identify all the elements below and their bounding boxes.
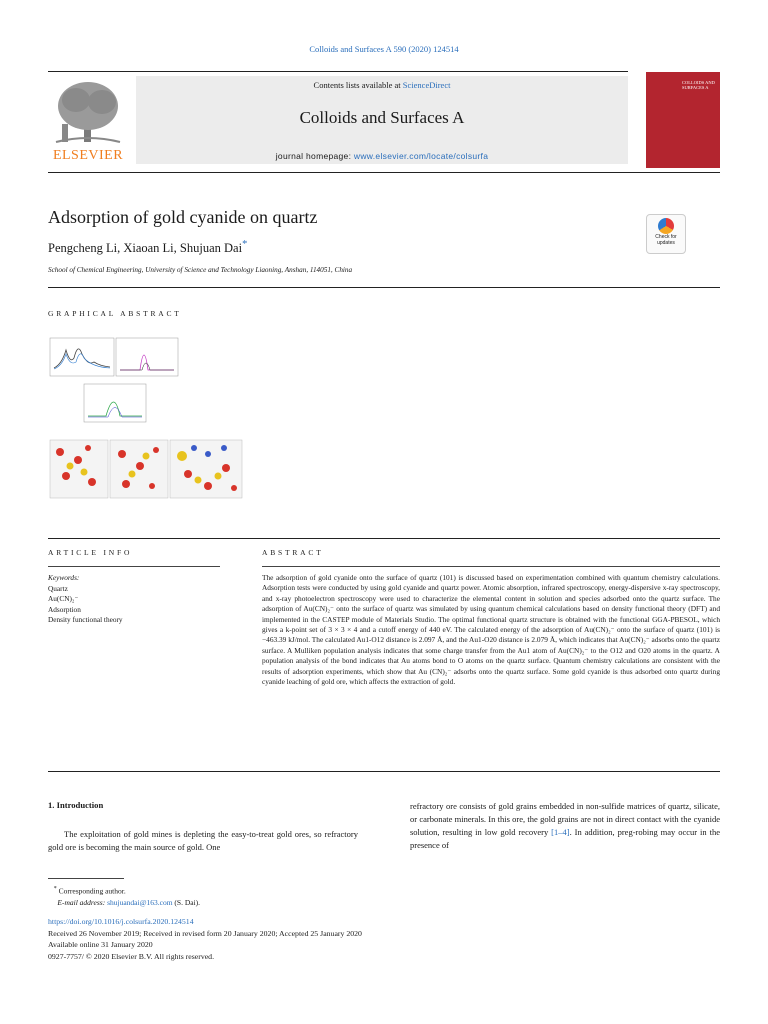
homepage-prefix: journal homepage: [275, 151, 354, 161]
abstract-heading: ABSTRACT [262, 548, 324, 557]
email-label: E-mail address: [57, 897, 108, 907]
keyword-item: Quartz [48, 583, 68, 593]
article-info-heading: ARTICLE INFO [48, 548, 133, 557]
email-line [48, 897, 200, 908]
title-rule [48, 287, 720, 288]
graphical-abstract-heading: GRAPHICAL ABSTRACT [48, 309, 182, 318]
abstract-text: The adsorption of gold cyanide onto the surface of quartz (101) is discussed based on experimentation combined with quantum chemistry calculations. Adsorption tests were conducted by using gold cyanide and quartz power. Atomic absorption, infrared spectroscopy, energy-dispersive x-ray spectroscopy, and x-ray photoelectron spectroscopy were used to characterize the elemental content in solution and species adsorbed onto the quartz surface. The adsorption of Au(CN)₂⁻ onto the surface of quartz was simulated by using quantum chemical calculations based on density functional theory (DFT) and implemented in the CASTEP module of Materials Studio. The optimal functional quartz structure is obtained with the functional GGA-PBESOL, which gives a k-point set of 3 × 3 × 4 and a cutoff energy of 440 eV. The calculated energy of the adsorption of Au(CN)₂⁻ onto the surface of quartz (101) is −463.39 kJ/mol. The calculated Au1-O12 distance is 2.097 Å, and the Au1-O20 distance is 2.079 Å, which indicates that Au(CN)₂⁻ adsorbs onto the quartz surface. A Mulliken population analysis indicates that some charge transfer from the Au1 atom of Au(CN)₂⁻ to the O12 and O20 atoms in the quartz. A population analysis of the bond indicates that Au atoms bond to O atoms on the quartz surface. Quantum chemistry calculations are consistent with the results of adsorption experiments, which show that Au (CN)₂⁻ adsorbs onto the quartz surface. Some gold cyanide is thus adsorbed onto quartz during cyanide leaching of gold ore, which affects the extraction of gold. [262, 573, 720, 687]
footnote-mark: * [53, 885, 57, 892]
keywords-label: Keywords: [48, 573, 80, 582]
journal-cover-thumbnail[interactable] [646, 72, 720, 168]
intro-left-column: The exploitation of gold mines is depleting the easy-to-treat gold ores, so refractory gold ore is becoming the main source of gold. One [48, 829, 358, 852]
article-title: Adsorption of gold cyanide on quartz [48, 207, 318, 227]
footnote-rule [48, 878, 124, 879]
affiliation: School of Chemical Engineering, University of Science and Technology Liaoning, Anshan, 114051, China [48, 266, 353, 274]
check-updates-line2: updates [657, 239, 675, 246]
email-link[interactable]: shujuandai@163.com [107, 897, 173, 907]
doi-link[interactable]: https://doi.org/10.1016/j.colsurfa.2020.124514 [48, 917, 194, 926]
introduction-heading: 1. Introduction [48, 800, 104, 810]
article-footer [48, 916, 362, 962]
keywords-block [48, 573, 123, 626]
email-suffix: (S. Dai). [172, 897, 201, 907]
copyright: 0927-7757/ © 2020 Elsevier B.V. All rights reserved. [48, 951, 215, 961]
sciencedirect-link[interactable]: ScienceDirect [402, 80, 451, 90]
author-list [48, 239, 247, 256]
contents-prefix: Contents lists available at [313, 80, 403, 90]
header-rule [48, 71, 628, 72]
corresponding-label: Corresponding author. [58, 886, 126, 896]
check-updates-line1: Check for [655, 234, 677, 240]
check-for-updates-badge[interactable] [646, 214, 686, 254]
keyword-item: Density functional theory [48, 615, 123, 624]
abstract-rule [262, 566, 720, 567]
abstract-end-rule [48, 771, 720, 772]
journal-name: Colloids and Surfaces A [299, 108, 465, 127]
keyword-item: Au(CN)₂⁻ [48, 594, 79, 603]
author-names: Pengcheng Li, Xiaoan Li, Shujuan Dai [48, 241, 243, 256]
elsevier-wordmark: ELSEVIER [52, 148, 124, 163]
footnote [48, 883, 200, 908]
cover-title: COLLOIDS AND SURFACES A [682, 80, 715, 90]
corresponding-author-note [48, 883, 200, 897]
reference-link[interactable]: [1–4] [551, 827, 570, 837]
intro-right-text: refractory ore consists of gold grains embedded in non-sulfide matrices of quartz, silicate, or carbonate minerals. In this ore, the gold grains are not in direct contact with the cyanide solution, resulting in low gold recovery [410, 801, 720, 837]
check-updates-icon [658, 218, 674, 234]
keyword-item: Adsorption [48, 604, 81, 614]
article-info-rule [48, 566, 220, 567]
section-rule [48, 538, 720, 539]
intro-right-column [410, 800, 720, 852]
journal-homepage [136, 151, 628, 161]
corresponding-author-mark[interactable]: * [242, 239, 248, 250]
received-dates: Received 26 November 2019; Received in revised form 20 January 2020; Accepted 25 January 2020 [48, 928, 362, 938]
check-updates-label [647, 235, 685, 246]
journal-reference[interactable] [0, 44, 768, 54]
journal-reference-link[interactable]: Colloids and Surfaces A 590 (2020) 124514 [309, 44, 459, 54]
graphical-abstract-image[interactable] [48, 336, 244, 508]
contents-line [136, 80, 628, 90]
intro-right-text-end: . In addition, preg-robing may occur in the presence of [410, 827, 720, 850]
homepage-link[interactable]: www.elsevier.com/locate/colsurfa [353, 151, 489, 161]
available-online: Available online 31 January 2020 [48, 940, 153, 950]
masthead-rule [48, 172, 720, 173]
